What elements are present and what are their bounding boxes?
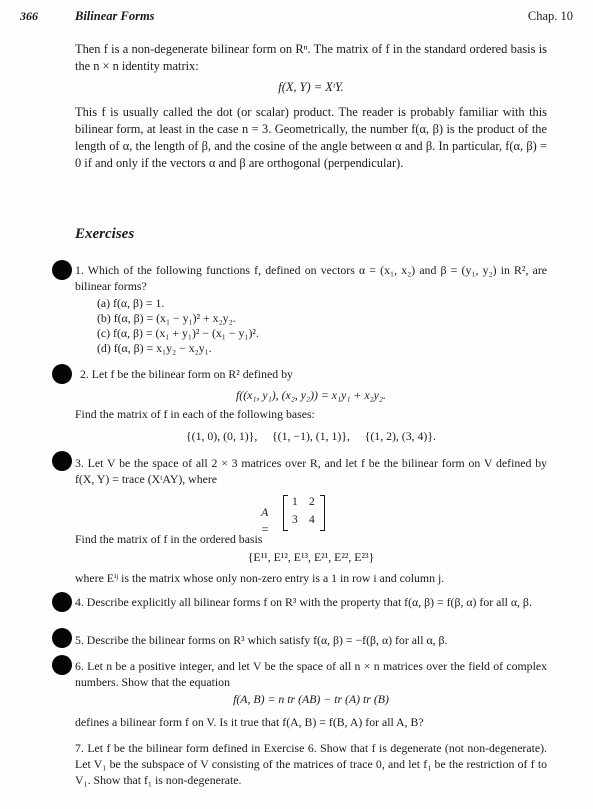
exercise-2-text: 2. Let f be the bilinear form on R² defined by [80, 367, 293, 381]
exercise-1-text: 1. Which of the following functions f, defined on vectors α = (x₁, x₂) and β = (y₁, y₂) in R², are bilinear forms? [75, 263, 547, 293]
bullet-dot [52, 592, 72, 612]
matrix-cell: 4 [309, 514, 315, 526]
exercise-2-instruction: Find the matrix of f in each of the following bases: [75, 407, 315, 421]
matrix-cell: 1 [292, 496, 298, 508]
exercise-6-question: defines a bilinear form f on V. Is it true that f(A, B) = f(B, A) for all A, B? [75, 715, 424, 729]
running-title: Bilinear Forms [75, 9, 155, 23]
bullet-dot [52, 628, 72, 648]
exercise-3-basis: {E¹¹, E¹², E¹³, E²¹, E²², E²³} [247, 550, 375, 564]
exercise-3-note: where Eⁱʲ is the matrix whose only non-zero entry is a 1 in row i and column j. [75, 571, 445, 585]
exercise-3-text: 3. Let V be the space of all 2 × 3 matrices over R, and let f be the bilinear form on V defined by f(X, Y) = trace (XᵗAY), where [75, 456, 547, 486]
bullet-dot [52, 260, 72, 280]
matrix-cell: 3 [292, 514, 298, 526]
bullet-dot [52, 364, 72, 384]
page-number: 366 [20, 9, 38, 23]
exercise-6-equation: f(A, B) = n tr (AB) − tr (A) tr (B) [233, 692, 389, 706]
exercise-1-item-a: (a) f(α, β) = 1. [97, 296, 165, 310]
exercise-6-text: 6. Let n be a positive integer, and let V be the space of all n × n matrices over the field of complex numbers. Show that the equation [75, 659, 547, 689]
intro-equation: f(X, Y) = XᵗY. [278, 80, 344, 94]
matrix-cell: 2 [309, 496, 315, 508]
exercise-1-item-d: (d) f(α, β) = x₁y₂ − x₂y₁. [97, 341, 212, 355]
intro-paragraph-1: Then f is a non-degenerate bilinear form on Rⁿ. The matrix of f in the standard ordered basis is the n × n identity matrix: [75, 42, 547, 73]
intro-paragraph-2: This f is usually called the dot (or scalar) product. The reader is probably familiar with this bilinear form, at least in the case n = 3. Geometrically, the number f(α, β) is the product of the length of α, the length of β, and the cosine of the angle between α and β. In particular, f(α, β) = 0 if and only if the vectors α and β are orthogonal (perpendicular). [75, 105, 547, 170]
exercise-3-instruction: Find the matrix of f in the ordered basis [75, 532, 263, 546]
exercise-7-text: 7. Let f be the bilinear form defined in Exercise 6. Show that f is degenerate (not non-degenerate). Let V₁ be the subspace of V consisting of the matrices of trace 0, and let f₁ be the restriction of f to V₁. Show that f₁ is non-degenerate. [75, 741, 547, 787]
exercise-4-text: 4. Describe explicitly all bilinear forms f on R³ with the property that f(α, β) = f(β, α) for all α, β. [75, 595, 532, 609]
left-bracket [283, 495, 288, 531]
exercises-heading: Exercises [75, 226, 135, 242]
bullet-dot [52, 655, 72, 675]
chapter-label: Chap. 10 [527, 9, 573, 23]
exercise-1-item-b: (b) f(α, β) = (x₁ − y₁)² + x₂y₂. [97, 311, 236, 325]
exercise-5-text: 5. Describe the bilinear forms on R³ which satisfy f(α, β) = −f(β, α) for all α, β. [75, 633, 448, 647]
right-bracket [320, 495, 325, 531]
matrix-label: A = [261, 505, 270, 536]
exercise-2-equation: f((x₁, y₁), (x₂, y₂)) = x₁y₁ + x₂y₂. [236, 388, 386, 402]
exercise-2-bases: {(1, 0), (0, 1)}, {(1, −1), (1, 1)}, {(1, 2), (3, 4)}. [186, 429, 436, 443]
bullet-dot [52, 451, 72, 471]
exercise-1-item-c: (c) f(α, β) = (x₁ + y₁)² − (x₁ − y₁)². [97, 326, 259, 340]
